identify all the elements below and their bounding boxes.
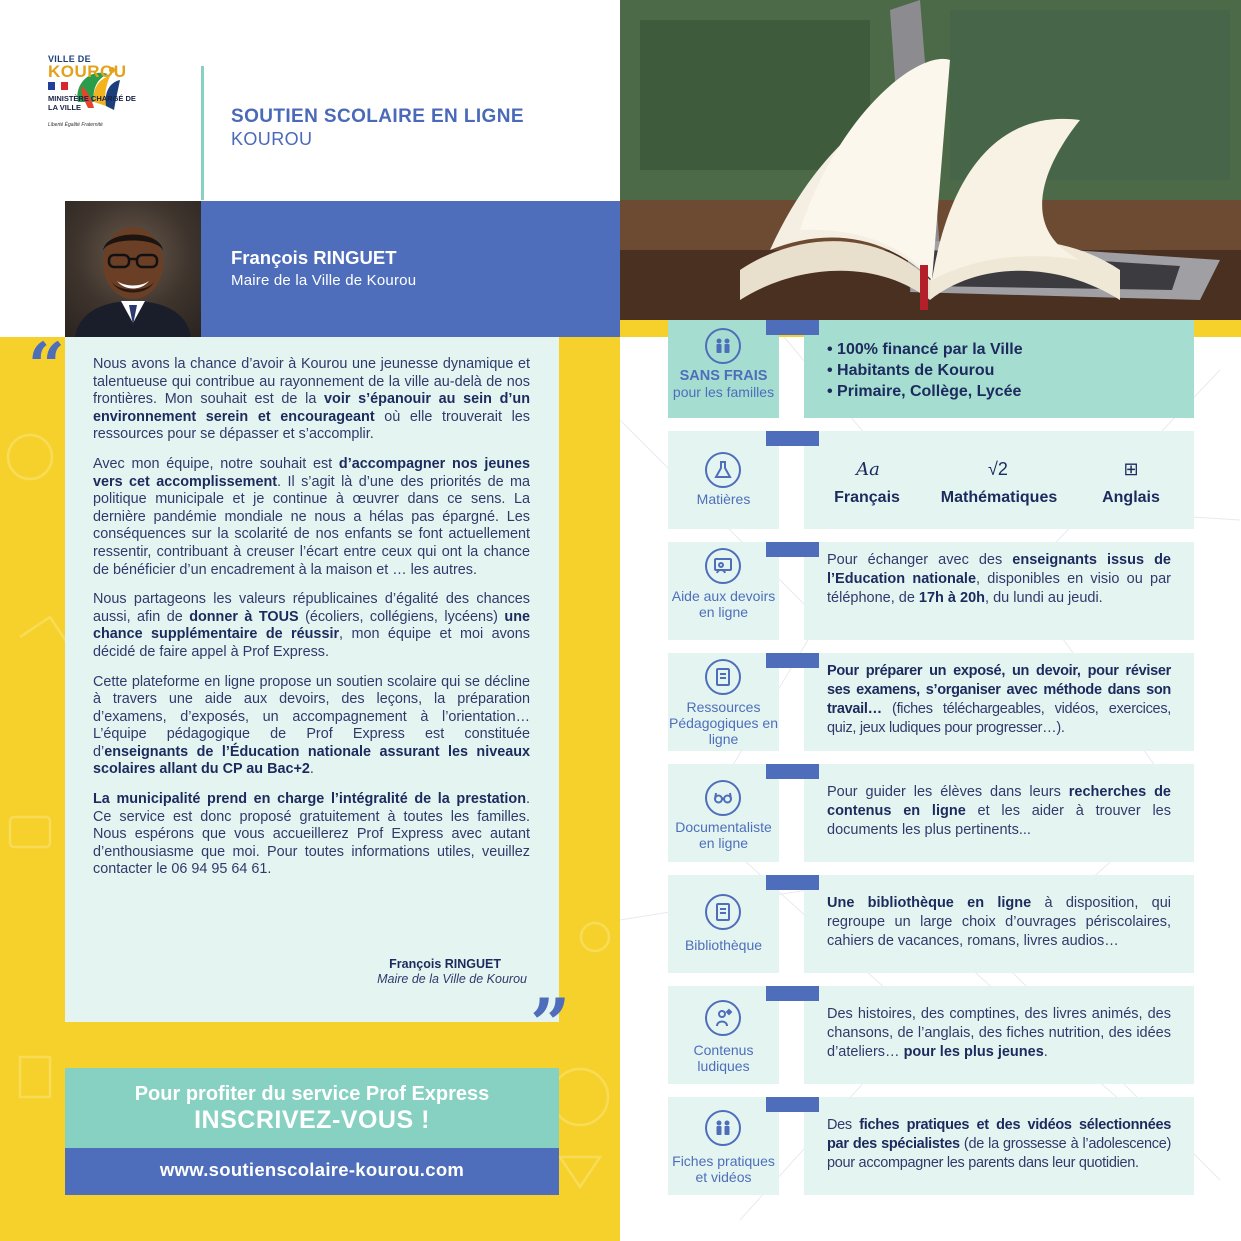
row-matieres-label: Matières — [696, 491, 751, 507]
child-glyph — [713, 1008, 733, 1028]
signature-name: François RINGUET — [389, 957, 501, 971]
row-aide-description: Pour échanger avec des enseignants issus de l’Education nationale, disponibles en visio ou par téléphone, de 17h à 20h, du lundi au jeudi. — [827, 552, 1171, 606]
document-icon — [705, 659, 741, 695]
cta-register-button[interactable]: INSCRIVEZ-VOUS ! — [194, 1106, 430, 1134]
row-ressources-tab — [766, 653, 819, 668]
flask-glyph — [713, 460, 733, 480]
devise-text: Liberté Égalité Fraternité — [48, 122, 103, 128]
row-bibliotheque-label: Bibliothèque — [684, 937, 763, 953]
teacher-glyph — [713, 556, 733, 576]
row-ludiques-description: Des histoires, des comptines, des livres animés, des chansons, de l’anglais, des fiches nutrition, des idées d’ateliers… pour les plus jeunes. — [827, 1006, 1171, 1060]
subject-mathematiques: Mathématiques — [940, 489, 1058, 506]
family-icon — [705, 328, 741, 364]
letter-paragraph-3: Nous partageons les valeurs républicaines d’égalité des chances aussi, afin de donner à TOUS (écoliers, collégiens, lycéens) une chance supplémentaire de réussir, mon équipe et moi avons décidé de faire appel à Prof Express. — [93, 591, 531, 660]
row-aide-tab — [766, 542, 819, 557]
teacher-icon — [705, 548, 741, 584]
glasses-glyph — [713, 788, 733, 808]
row-documentaliste-description: Pour guider les élèves dans leurs recherches de contenus en ligne et les aider à trouver les documents les plus pertinents... — [827, 784, 1172, 838]
francais-icon: Aa — [856, 459, 880, 480]
row-matieres-desc-box — [804, 431, 1194, 529]
family-video-icon — [705, 1110, 741, 1146]
family-glyph — [713, 336, 733, 356]
frais-bullet-3: • Primaire, Collège, Lycée — [827, 383, 1022, 400]
french-flag-icon — [48, 82, 68, 90]
row-ludiques-label: Contenus ludiques — [693, 1042, 754, 1074]
uk-flag-icon: ⊞ — [1123, 459, 1139, 479]
book-icon — [705, 894, 741, 930]
close-quote-icon: ” — [530, 983, 571, 1066]
header-divider — [201, 66, 204, 200]
logo-kourou-text: KOUROU — [48, 62, 127, 81]
child-heart-icon — [705, 1000, 741, 1036]
open-quote-icon: “ — [28, 329, 65, 404]
document-glyph — [713, 667, 733, 687]
page-title: SOUTIEN SCOLAIRE EN LIGNE — [231, 106, 524, 127]
row-ressources-label: Ressources Pédagogiques en ligne — [669, 699, 778, 747]
frais-bullet-1: • 100% financé par la Ville — [827, 341, 1023, 358]
mayor-band — [201, 201, 620, 337]
mayor-portrait — [65, 201, 201, 337]
glasses-icon — [705, 780, 741, 816]
logo-ville-text: VILLE DE — [48, 54, 91, 64]
frais-bullet-list — [827, 339, 1023, 402]
letter-paragraph-5: La municipalité prend en charge l’intégralité de la prestation. Ce service est donc proposé gratuitement à toutes les familles. Nous espérons que vous accueillerez Prof Express avec autant d’enthousiasme que moi. Pour toutes informations utiles, veuillez contacter le 06 94 95 64 61. — [93, 791, 530, 878]
letter-paragraph-2: Avec mon équipe, notre souhait est d’accompagner nos jeunes vers cet accomplissement. Il s’agit là d’une des priorités de ma politique municipale et je continue à œuvrer dans ce sens. La dernière pandémie mondiale ne nous a hélas pas épargné. Les conséquences sur la scolarité de nos enfants se font actuellement ressentir, contribuant à creuser l’écart entre ceux qui ont la chance de bénéficier d’un encadrement à la maison et … les autres. — [93, 455, 530, 578]
row-aide-label: Aide aux devoirs en ligne — [671, 588, 776, 620]
signature-role: Maire de la Ville de Kourou — [377, 972, 527, 986]
row-bibliotheque-tab — [766, 875, 819, 890]
row-fiches-description: Des fiches pratiques et des vidéos sélectionnées par des spécialistes (de la grossesse à l’adolescence) pour accompagner les parents dans leur quotidien. — [827, 1117, 1172, 1171]
row-ressources-description: Pour préparer un exposé, un devoir, pour réviser ses examens, s’organiser avec méthode dans son travail… (fiches téléchargeables, vidéos, exercices, quiz, jeux ludiques pour progresser…). — [827, 663, 1171, 736]
hero-book-laptop-image — [620, 0, 1241, 320]
row-frais-tab — [766, 320, 819, 335]
row-bibliotheque-description: Une bibliothèque en ligne à disposition, qui regroupe un large choix d’ouvrages périscolaires, cahiers de vacances, romans, livres audios… — [827, 895, 1171, 949]
math-icon: √2 — [988, 459, 1008, 479]
flask-icon — [705, 452, 741, 488]
letter-paragraph-1: Nous avons la chance d’avoir à Kourou une jeunesse dynamique et talentueuse qui contribue au rayonnement de la ville au-delà de nos frontières. Mon souhait est de la voir s’épanouir au sein d’un environnement serein et encourageant où elle trouverait les ressources pour se dépasser et s’accomplir. — [93, 356, 530, 443]
mayor-letter — [93, 356, 530, 891]
page-subtitle: KOUROU — [231, 129, 313, 149]
ministere-text: MINISTÈRE CHARGÉ DE LA VILLE — [48, 94, 136, 112]
row-fiches-label: Fiches pratiques et vidéos — [672, 1153, 775, 1185]
portrait-illustration — [65, 201, 201, 337]
mayor-name: François RINGUET — [231, 247, 397, 268]
letter-paragraph-4: Cette plateforme en ligne propose un soutien scolaire qui se décline à travers une aide aux devoirs, des leçons, la préparation d’examens, d’exposés, un accompagnement à l’orientation… L’équipe pédagogique de Prof Express est constituée d’enseignants de l’Éducation nationale assurant les niveaux scolaires allant du CP au Bac+2. — [93, 673, 530, 778]
subject-francais: Français — [834, 489, 900, 506]
row-fiches-tab — [766, 1097, 819, 1112]
subject-anglais: Anglais — [1102, 489, 1160, 506]
frais-bullet-2: • Habitants de Kourou — [827, 362, 995, 379]
row-matieres-tab — [766, 431, 819, 446]
mayor-role: Maire de la Ville de Kourou — [231, 272, 417, 289]
row-ludiques-tab — [766, 986, 819, 1001]
family-video-glyph — [713, 1118, 733, 1138]
cta-line-1[interactable]: Pour profiter du service Prof Express — [134, 1083, 490, 1105]
hero-illustration — [620, 0, 1241, 320]
row-documentaliste-tab — [766, 764, 819, 779]
row-frais-label: SANS FRAIS pour les familles — [672, 368, 775, 400]
row-documentaliste-label: Documentaliste en ligne — [675, 819, 772, 851]
website-link[interactable]: www.soutienscolaire-kourou.com — [159, 1159, 465, 1180]
book-glyph — [713, 902, 733, 922]
